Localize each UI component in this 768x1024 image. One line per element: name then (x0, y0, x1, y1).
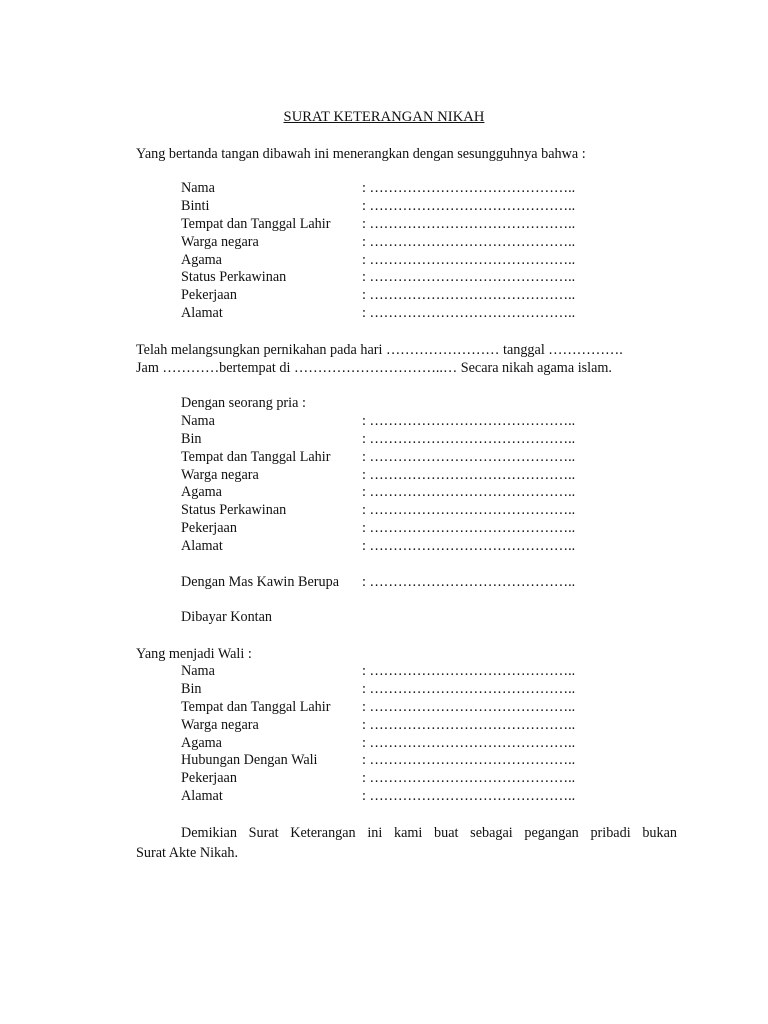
field-blank: : …………………………………….. (362, 698, 576, 715)
guardian-row-name (181, 663, 661, 681)
groom-section (181, 395, 661, 556)
field-label: Alamat (181, 305, 223, 322)
field-blank: : …………………………………….. (362, 538, 576, 555)
field-label: Nama (181, 663, 215, 679)
groom-row-name (181, 413, 661, 431)
field-label: Alamat (181, 788, 223, 805)
guardian-row-address (181, 788, 661, 806)
guardian-row-relationship (181, 752, 661, 770)
field-label: Bin (181, 430, 202, 447)
groom-row-occupation (181, 520, 661, 538)
payment-section (181, 609, 661, 627)
field-label: Agama (181, 251, 222, 268)
field-blank: : …………………………………….. (362, 520, 576, 537)
bride-row-religion (181, 252, 661, 270)
bride-row-birth (181, 216, 661, 234)
field-label: Tempat dan Tanggal Lahir (181, 448, 331, 465)
closing-line-2: Surat Akte Nikah. (136, 845, 239, 861)
field-label: Tempat dan Tanggal Lahir (181, 698, 331, 715)
field-blank: : …………………………………….. (362, 770, 576, 787)
bride-row-name (181, 180, 661, 198)
field-blank: : …………………………………….. (362, 287, 576, 304)
field-blank: : …………………………………….. (362, 466, 576, 483)
field-blank: : …………………………………….. (362, 502, 576, 519)
field-label: Pekerjaan (181, 287, 237, 304)
payment-text: Dibayar Kontan (181, 609, 273, 625)
field-blank: : …………………………………….. (362, 305, 576, 322)
guardian-heading: Yang menjadi Wali : (136, 646, 252, 662)
field-label: Nama (181, 412, 215, 429)
field-label: Bin (181, 680, 202, 697)
groom-row-bin (181, 431, 661, 449)
field-label: Agama (181, 484, 222, 501)
field-blank: : …………………………………….. (362, 215, 576, 232)
field-label: Hubungan Dengan Wali (181, 752, 318, 769)
groom-row-address (181, 538, 661, 556)
field-blank: : …………………………………….. (362, 269, 576, 286)
field-label: Status Perkawinan (181, 502, 287, 519)
field-blank: : …………………………………….. (362, 251, 576, 268)
closing-paragraph (136, 823, 677, 863)
field-blank: : …………………………………….. (362, 734, 576, 751)
groom-row-religion (181, 484, 661, 502)
field-label: Tempat dan Tanggal Lahir (181, 215, 331, 232)
field-label: Pekerjaan (181, 520, 237, 537)
field-blank: : …………………………………….. (362, 574, 576, 590)
field-blank: : …………………………………….. (362, 716, 576, 733)
bride-row-address (181, 305, 661, 323)
field-label: Nama (181, 180, 215, 196)
field-blank: : …………………………………….. (362, 197, 576, 214)
field-blank: : …………………………………….. (362, 663, 576, 679)
document-title: SURAT KETERANGAN NIKAH (283, 109, 485, 125)
groom-row-birth (181, 449, 661, 467)
groom-heading: Dengan seorang pria : (181, 395, 306, 411)
field-label: Warga negara (181, 233, 259, 250)
bride-row-binti (181, 198, 661, 216)
field-blank: : …………………………………….. (362, 412, 576, 429)
groom-row-marital-status (181, 502, 661, 520)
field-blank: : …………………………………….. (362, 484, 576, 501)
field-label: Pekerjaan (181, 770, 237, 787)
guardian-row-religion (181, 735, 661, 753)
field-blank: : …………………………………….. (362, 680, 576, 697)
field-label: Binti (181, 197, 210, 214)
intro-text: Yang bertanda tangan dibawah ini menerangkan dengan sesungguhnya bahwa : (136, 146, 586, 162)
field-blank: : …………………………………….. (362, 233, 576, 250)
field-blank: : …………………………………….. (362, 448, 576, 465)
field-blank: : …………………………………….. (362, 788, 576, 805)
field-label: Warga negara (181, 716, 259, 733)
bride-section (181, 180, 661, 323)
field-label: Dengan Mas Kawin Berupa (181, 574, 339, 590)
guardian-section (181, 663, 661, 806)
marriage-line-2: Jam …………bertempat di …………………………..… Secara nikah agama islam. (136, 360, 612, 376)
closing-line-1: Demikian Surat Keterangan ini kami buat sebagai pegangan pribadi bukan (181, 825, 677, 841)
field-label: Warga negara (181, 466, 259, 483)
dowry-section (181, 574, 661, 592)
guardian-row-birth (181, 699, 661, 717)
field-label: Alamat (181, 538, 223, 555)
groom-row-citizenship (181, 467, 661, 485)
field-label: Status Perkawinan (181, 269, 287, 286)
field-blank: : …………………………………….. (362, 752, 576, 769)
guardian-row-occupation (181, 770, 661, 788)
field-blank: : …………………………………….. (362, 180, 576, 196)
field-label: Agama (181, 734, 222, 751)
bride-row-citizenship (181, 234, 661, 252)
bride-row-marital-status (181, 269, 661, 287)
bride-row-occupation (181, 287, 661, 305)
dowry-row (181, 574, 661, 592)
field-blank: : …………………………………….. (362, 430, 576, 447)
guardian-row-bin (181, 681, 661, 699)
guardian-row-citizenship (181, 717, 661, 735)
marriage-line-1: Telah melangsungkan pernikahan pada hari …………………… tanggal ……………. (136, 342, 623, 358)
